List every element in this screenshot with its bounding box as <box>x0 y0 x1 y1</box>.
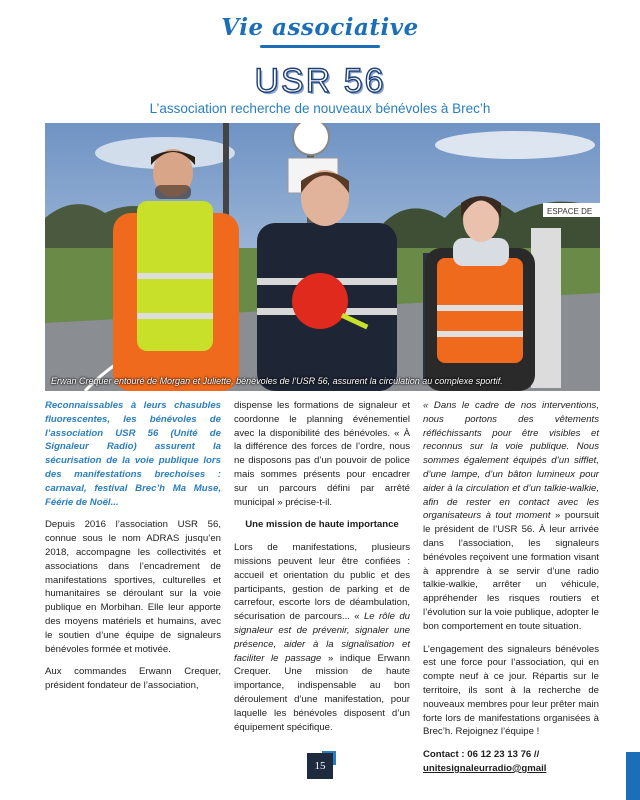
article-paragraph: Depuis 2016 l’association USR 56, connue sous le nom ADRAS jusqu’en 2018, accompagne les collectivités et associations dans l’encadrement de manifestations sportives, culturelles et humanitaires se déroulant sur la voie publique en Morbihan. Elle leur apporte des moyens matériels et humains, avec le soutien d’une équipe de signaleurs bénévoles formée et motivée. <box>45 519 221 655</box>
corner-mark <box>626 752 640 800</box>
beard <box>155 185 191 199</box>
section-header-underline <box>260 45 380 48</box>
contact-phone: Contact : 06 12 23 13 76 // <box>423 749 540 761</box>
road-sign <box>293 123 329 155</box>
article-lede: Reconnaissables à leurs chasubles fluorescentes, les bénévoles de l’association USR 56 (Unité de Signaleur Radio) assurent la sécurisation de la voie publique lors des manifestations brechoises : carnaval, festival Brec’h Ma Muse, Féérie de Noël... <box>45 400 221 508</box>
photo-caption: Erwan Crequer entouré de Morgan et Juliette, bénévoles de l’USR 56, assurent la circulation au complexe sportif. <box>51 376 503 386</box>
reflective-stripe <box>137 313 213 319</box>
quote-text: Le rôle du signaleur est de prévenir, signaler une présence, aider à la signalisation et faciliter le passage <box>234 611 411 664</box>
article-column-2 <box>234 399 410 743</box>
scarf <box>453 238 509 266</box>
building-sign-text: ESPACE DE <box>547 207 593 216</box>
reflective-stripe <box>137 273 213 279</box>
paragraph-text: » poursuit le président de l’USR 56. À leur arrivée dans l’association, les signaleurs bénévoles reçoivent une formation visant à apprendre à se servir d’une radio talkie-walkie, arrêter un véhicule, appréhender les risques routiers et l’évolution sur la voie publique, adopter le bon comportement en toute situation. <box>423 510 599 632</box>
article-paragraph-continued: dispense les formations de signaleur et coordonne le planning événementiel avec la disponibilité des bénévoles. « À la différence des forces de l’ordre, nous ne disposons pas d’un pouvoir de police mais sommes présents pour encadrer sur un parcours défini par arrêté municipal » précise-t-il. <box>234 400 410 508</box>
bollard <box>531 228 561 388</box>
contact-email: unitesignaleurradio@gmail <box>423 762 547 774</box>
article-subtitle: L’association recherche de nouveaux bénévoles à Brec’h <box>149 101 491 116</box>
page-number: 15 <box>307 753 333 779</box>
article-column-3 <box>423 399 599 785</box>
article-photo <box>45 123 600 391</box>
contact-info <box>423 748 599 776</box>
reflective-stripe <box>437 331 523 337</box>
paragraph-text: » indique Erwann Crequer. Une mission de haute importance, indispensable au bon déroulement d’une manifestation, pour laquelle les bénévoles disposent d’un équipement spécifique. <box>234 652 410 733</box>
section-header: Vie associative <box>221 14 419 41</box>
article-paragraph: L’engagement des signaleurs bénévoles est une force pour l’association, qui en compte neuf à ce jour. Répartis sur le territoire, ils sont à la recherche de nouveaux membres pour leur prêter main forte lors de manifestations organisées à Brec’h. Rejoignez l’équipe ! <box>423 643 599 738</box>
quote-text: « Dans le cadre de nos interventions, nous portons des vêtements réfléchissants pour être visibles et reconnus sur la voie publique. Nous sommes également équipés d’un sifflet, d’une lampe, d’un bâton lumineux pour aider à la circulation et d’un talkie-walkie, afin de rester en contact avec les organisateurs à tout moment <box>423 400 599 522</box>
article-paragraph: Aux commandes Erwann Crequer, président fondateur de l’association, <box>45 666 221 692</box>
stop-paddle <box>292 273 348 329</box>
article-subhead: Une mission de haute importance <box>245 519 399 531</box>
cloud <box>435 131 595 159</box>
article-paragraph-continued <box>423 399 599 634</box>
reflective-stripe <box>437 305 523 311</box>
paragraph-text: Lors de manifestations, plusieurs missions peuvent leur être confiées : accueil et orientation du public et des participants, gestion de parking et de carrefour, escorte lors de déambulation, sécurisation de parcours... « <box>234 542 410 623</box>
article-paragraph <box>234 541 410 734</box>
photo-illustration <box>45 123 600 391</box>
article-column-1 <box>45 399 221 702</box>
article-title: USR 56 <box>254 62 386 100</box>
